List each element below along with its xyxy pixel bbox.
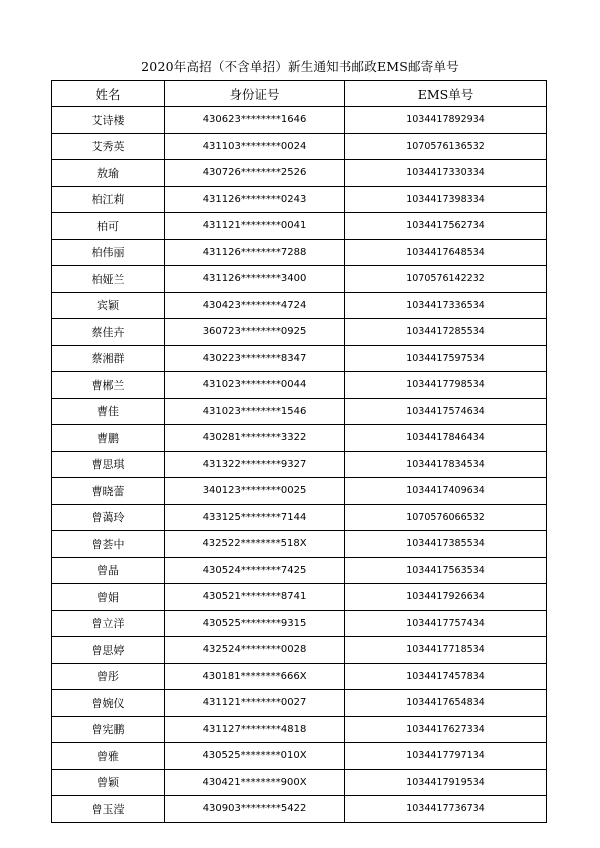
ems-cell: 1034417285534 bbox=[345, 319, 547, 346]
name-cell: 曾彤 bbox=[52, 663, 165, 690]
ems-cell: 1070576142232 bbox=[345, 266, 547, 293]
name-cell: 蔡湘群 bbox=[52, 345, 165, 372]
id-cell: 431121********0041 bbox=[165, 213, 345, 240]
id-cell: 360723********0925 bbox=[165, 319, 345, 346]
table-row bbox=[52, 716, 547, 743]
id-cell: 431126********7288 bbox=[165, 239, 345, 266]
id-cell: 430525********9315 bbox=[165, 610, 345, 637]
id-cell: 430525********010X bbox=[165, 743, 345, 770]
ems-cell: 1070576066532 bbox=[345, 504, 547, 531]
id-cell: 431322********9327 bbox=[165, 451, 345, 478]
name-cell: 曾立洋 bbox=[52, 610, 165, 637]
ems-cell: 1034417797134 bbox=[345, 743, 547, 770]
table-row bbox=[52, 584, 547, 611]
table-row bbox=[52, 637, 547, 664]
id-cell: 432524********0028 bbox=[165, 637, 345, 664]
name-cell: 曹郴兰 bbox=[52, 372, 165, 399]
id-cell: 432522********518X bbox=[165, 531, 345, 558]
table-row bbox=[52, 292, 547, 319]
id-cell: 433125********7144 bbox=[165, 504, 345, 531]
id-cell: 431121********0027 bbox=[165, 690, 345, 717]
table-row bbox=[52, 557, 547, 584]
table-row bbox=[52, 133, 547, 160]
name-cell: 曹晓蕾 bbox=[52, 478, 165, 505]
id-cell: 431103********0024 bbox=[165, 133, 345, 160]
table-row bbox=[52, 372, 547, 399]
table-row bbox=[52, 769, 547, 796]
table-row bbox=[52, 319, 547, 346]
name-cell: 曾娟 bbox=[52, 584, 165, 611]
ems-cell: 1034417926634 bbox=[345, 584, 547, 611]
column-header-name: 姓名 bbox=[52, 81, 165, 107]
ems-cell: 1070576136532 bbox=[345, 133, 547, 160]
table-row bbox=[52, 451, 547, 478]
id-cell: 430903********5422 bbox=[165, 796, 345, 823]
table-row bbox=[52, 186, 547, 213]
id-cell: 430281********3322 bbox=[165, 425, 345, 452]
name-cell: 曾宪鹏 bbox=[52, 716, 165, 743]
table-row bbox=[52, 239, 547, 266]
table-row bbox=[52, 425, 547, 452]
table-row bbox=[52, 478, 547, 505]
ems-cell: 1034417834534 bbox=[345, 451, 547, 478]
id-cell: 430421********900X bbox=[165, 769, 345, 796]
ems-cell: 1034417648534 bbox=[345, 239, 547, 266]
table-row bbox=[52, 743, 547, 770]
table-row bbox=[52, 531, 547, 558]
table-row bbox=[52, 610, 547, 637]
name-cell: 曾颖 bbox=[52, 769, 165, 796]
table-body bbox=[52, 107, 547, 823]
ems-cell: 1034417654834 bbox=[345, 690, 547, 717]
table-row bbox=[52, 345, 547, 372]
name-cell: 曹佳 bbox=[52, 398, 165, 425]
ems-cell: 1034417892934 bbox=[345, 107, 547, 134]
name-cell: 曹思琪 bbox=[52, 451, 165, 478]
ems-cell: 1034417409634 bbox=[345, 478, 547, 505]
id-cell: 430423********4724 bbox=[165, 292, 345, 319]
table-row bbox=[52, 160, 547, 187]
table-row bbox=[52, 690, 547, 717]
ems-cell: 1034417563534 bbox=[345, 557, 547, 584]
id-cell: 430223********8347 bbox=[165, 345, 345, 372]
id-cell: 431126********0243 bbox=[165, 186, 345, 213]
id-cell: 430623********1646 bbox=[165, 107, 345, 134]
name-cell: 曾玉滢 bbox=[52, 796, 165, 823]
table-header-row bbox=[52, 81, 547, 107]
name-cell: 曾晶 bbox=[52, 557, 165, 584]
id-cell: 431126********3400 bbox=[165, 266, 345, 293]
name-cell: 艾秀英 bbox=[52, 133, 165, 160]
name-cell: 艾诗楼 bbox=[52, 107, 165, 134]
name-cell: 曾蔼玲 bbox=[52, 504, 165, 531]
ems-cell: 1034417336534 bbox=[345, 292, 547, 319]
id-cell: 340123********0025 bbox=[165, 478, 345, 505]
table-row bbox=[52, 663, 547, 690]
name-cell: 曾雅 bbox=[52, 743, 165, 770]
ems-cell: 1034417574634 bbox=[345, 398, 547, 425]
name-cell: 柏江莉 bbox=[52, 186, 165, 213]
name-cell: 柏可 bbox=[52, 213, 165, 240]
id-cell: 431127********4818 bbox=[165, 716, 345, 743]
name-cell: 蔡佳卉 bbox=[52, 319, 165, 346]
name-cell: 敖瑜 bbox=[52, 160, 165, 187]
column-header-id: 身份证号 bbox=[165, 81, 345, 107]
column-header-ems: EMS单号 bbox=[345, 81, 547, 107]
ems-cell: 1034417757434 bbox=[345, 610, 547, 637]
name-cell: 柏娅兰 bbox=[52, 266, 165, 293]
name-cell: 曹鹏 bbox=[52, 425, 165, 452]
ems-cell: 1034417718534 bbox=[345, 637, 547, 664]
id-cell: 430521********8741 bbox=[165, 584, 345, 611]
table-row bbox=[52, 213, 547, 240]
table-row bbox=[52, 796, 547, 823]
id-cell: 430181********666X bbox=[165, 663, 345, 690]
name-cell: 柏伟丽 bbox=[52, 239, 165, 266]
ems-table bbox=[51, 80, 547, 823]
ems-cell: 1034417846434 bbox=[345, 425, 547, 452]
ems-cell: 1034417597534 bbox=[345, 345, 547, 372]
ems-cell: 1034417736734 bbox=[345, 796, 547, 823]
id-cell: 430524********7425 bbox=[165, 557, 345, 584]
id-cell: 430726********2526 bbox=[165, 160, 345, 187]
ems-cell: 1034417627334 bbox=[345, 716, 547, 743]
name-cell: 曾荟中 bbox=[52, 531, 165, 558]
table-row bbox=[52, 107, 547, 134]
ems-cell: 1034417330334 bbox=[345, 160, 547, 187]
ems-cell: 1034417798534 bbox=[345, 372, 547, 399]
table-row bbox=[52, 266, 547, 293]
name-cell: 宾颖 bbox=[52, 292, 165, 319]
document-title: 2020年高招（不含单招）新生通知书邮政EMS邮寄单号 bbox=[141, 59, 459, 74]
name-cell: 曾思婷 bbox=[52, 637, 165, 664]
ems-cell: 1034417398334 bbox=[345, 186, 547, 213]
id-cell: 431023********1546 bbox=[165, 398, 345, 425]
ems-cell: 1034417919534 bbox=[345, 769, 547, 796]
name-cell: 曾婉仪 bbox=[52, 690, 165, 717]
table-row bbox=[52, 504, 547, 531]
ems-cell: 1034417562734 bbox=[345, 213, 547, 240]
ems-cell: 1034417385534 bbox=[345, 531, 547, 558]
id-cell: 431023********0044 bbox=[165, 372, 345, 399]
ems-cell: 1034417457834 bbox=[345, 663, 547, 690]
table-row bbox=[52, 398, 547, 425]
